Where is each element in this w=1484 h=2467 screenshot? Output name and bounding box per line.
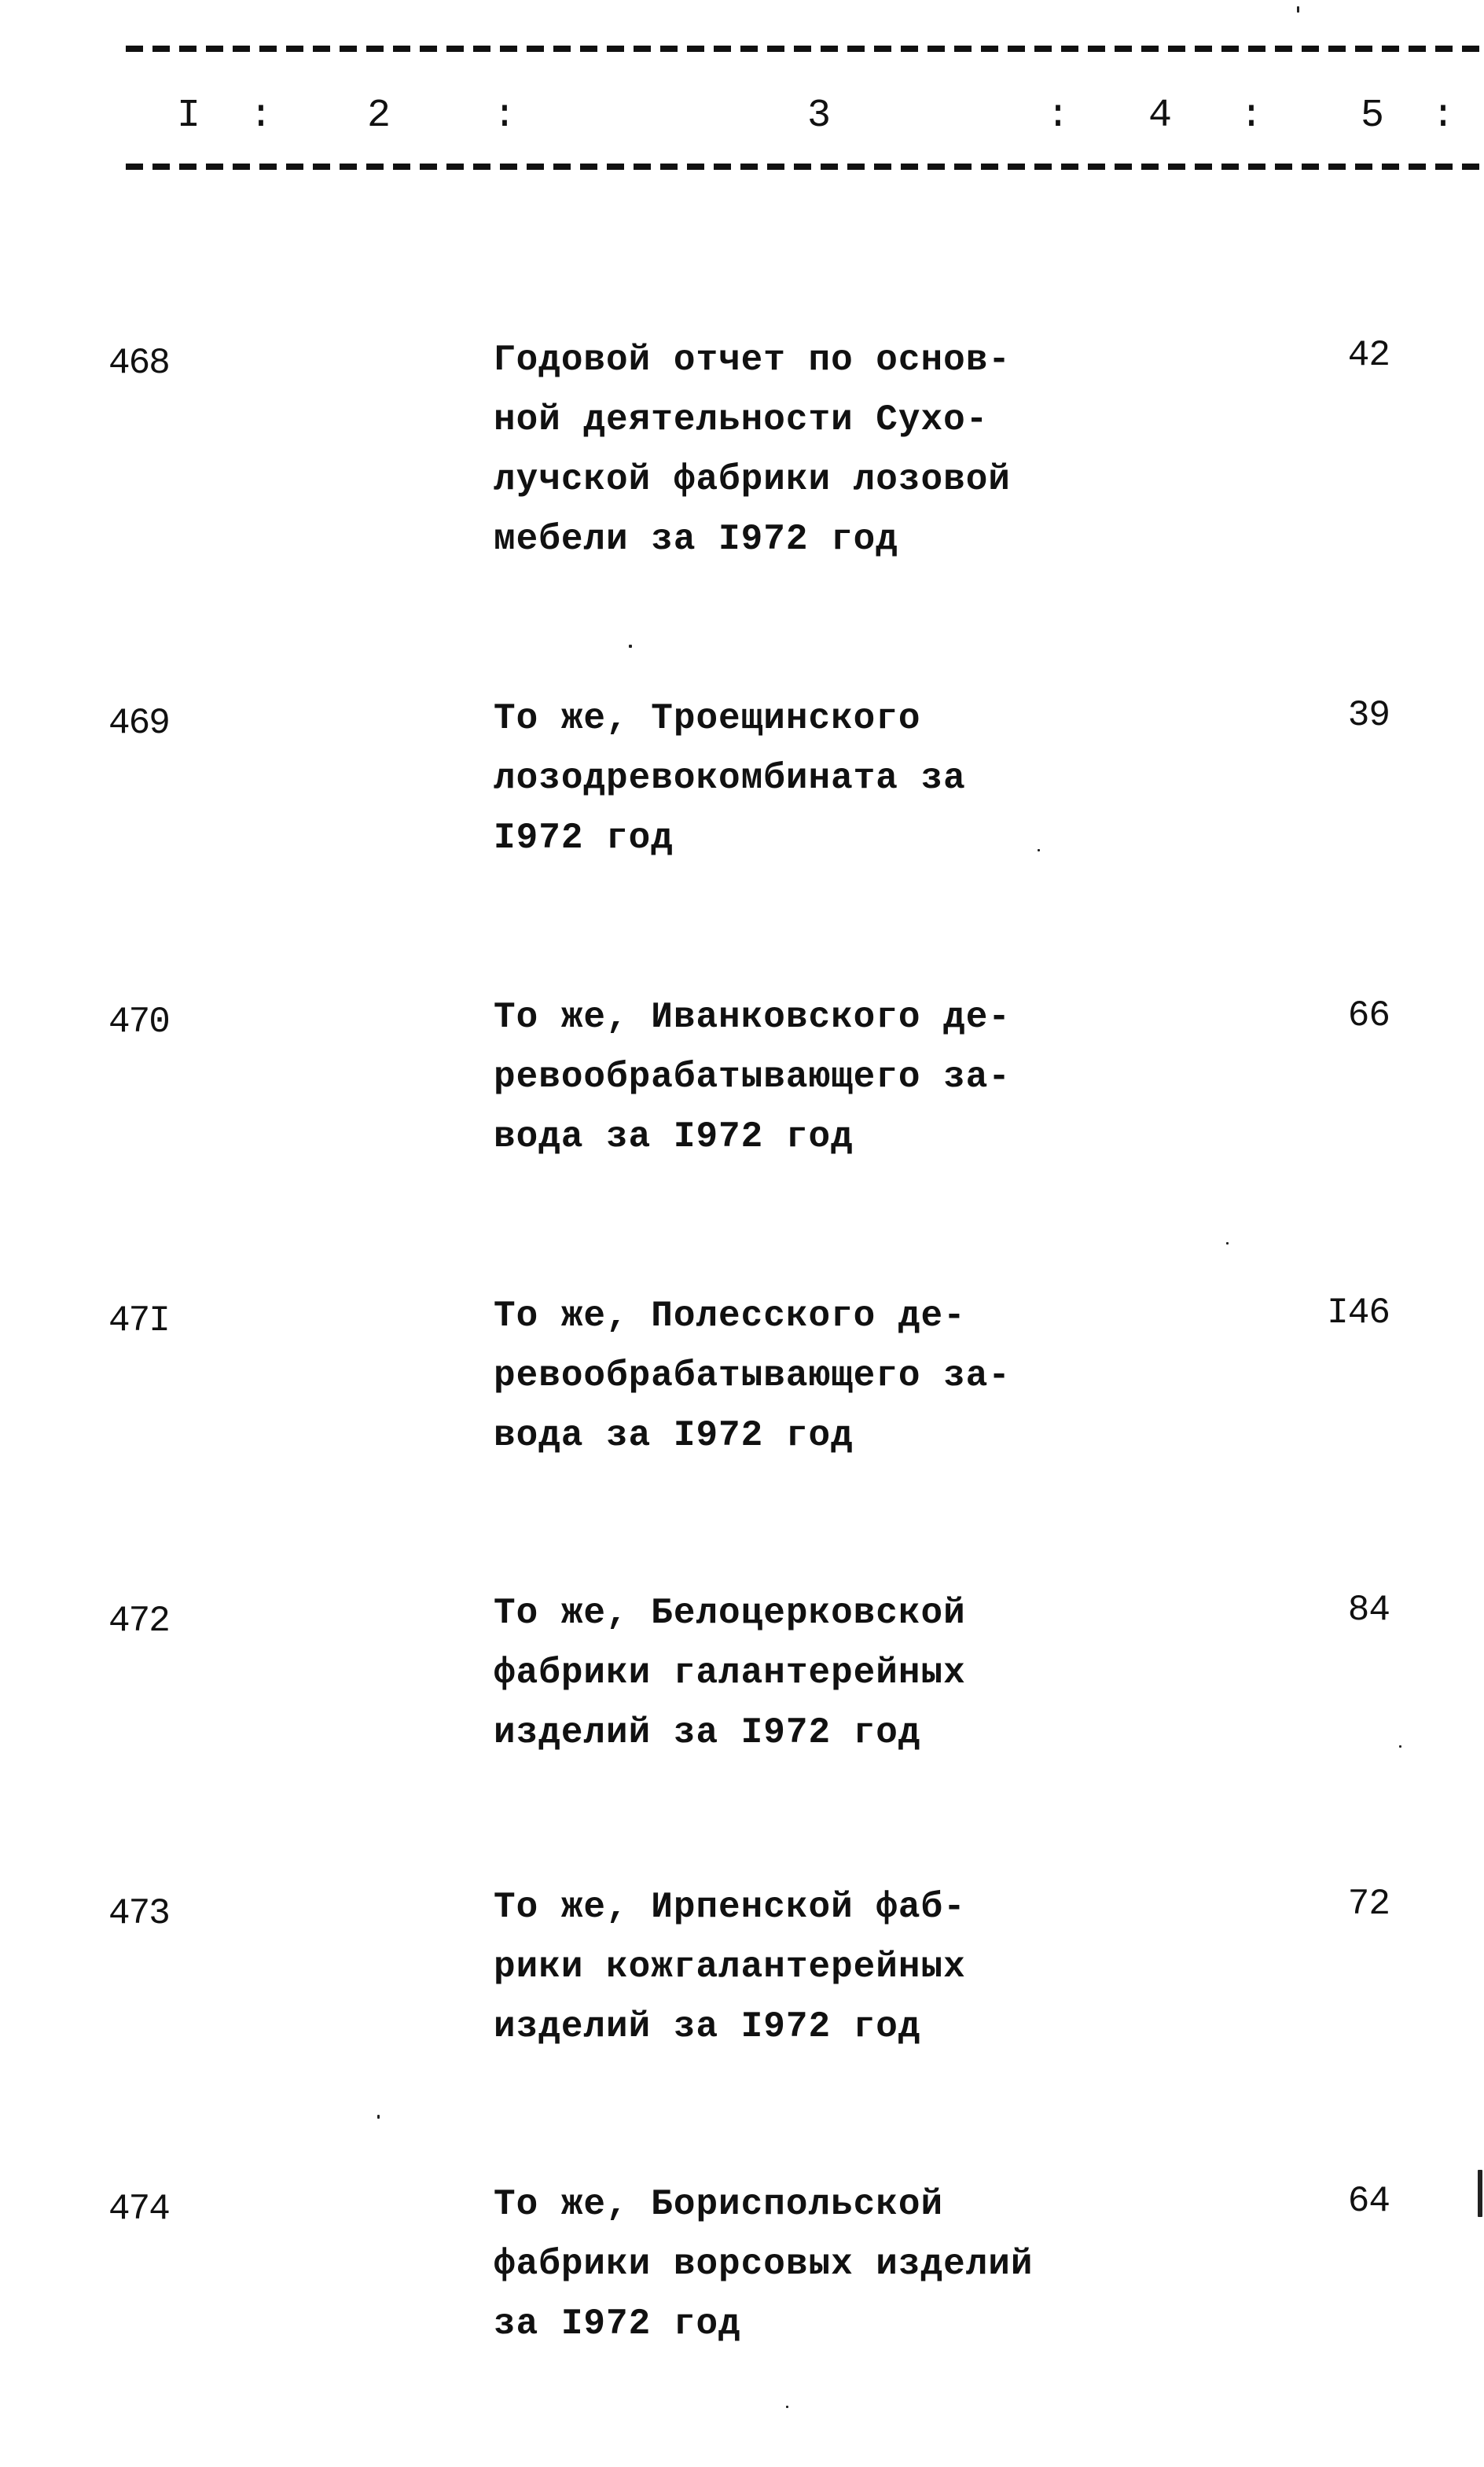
row-number: 472 xyxy=(108,1601,169,1642)
row-description: То же, Ирпенской фаб- рики кожгалантерейных изделий за I972 год xyxy=(494,1887,966,2047)
row-sheet-count: 39 xyxy=(1347,695,1390,736)
header-bottom-dashed-rule xyxy=(126,164,1484,170)
row-description: Годовой отчет по основ- ной деятельности Сухо- лучской фабрики лозовой мебели за I972 год xyxy=(494,340,1011,560)
header-column-2: 2 xyxy=(366,94,391,138)
header-separator: : xyxy=(492,94,517,138)
header-separator: : xyxy=(1045,94,1071,138)
header-separator: : xyxy=(1239,94,1264,138)
header-separator: : xyxy=(1431,94,1456,138)
row-description: То же, Белоцерковской фабрики галантерейных изделий за I972 год xyxy=(494,1593,966,1753)
header-column-5: 5 xyxy=(1360,94,1385,138)
row-sheet-count: 42 xyxy=(1347,335,1390,376)
row-number: 474 xyxy=(108,2189,169,2230)
row-number: 469 xyxy=(108,703,169,744)
row-description: То же, Троещинского лозодревокомбината за I972 год xyxy=(494,698,966,858)
row-sheet-count: 72 xyxy=(1347,1884,1390,1925)
row-sheet-count: 84 xyxy=(1347,1590,1390,1631)
row-description: То же, Иванковского де- ревообрабатывающего за- вода за I972 год xyxy=(494,997,1011,1157)
header-column-4: 4 xyxy=(1148,94,1173,138)
row-description: То же, Бориспольской фабрики ворсовых изделий за I972 год xyxy=(494,2184,1034,2344)
row-number: 473 xyxy=(108,1893,169,1934)
row-sheet-count: 66 xyxy=(1347,995,1390,1036)
header-separator: : xyxy=(248,94,274,138)
row-number: 468 xyxy=(108,343,169,384)
row-description: То же, Полесского де- ревообрабатывающего за- вода за I972 год xyxy=(494,1296,1011,1456)
row-sheet-count: I46 xyxy=(1327,1292,1390,1333)
row-number: 47I xyxy=(108,1300,169,1341)
header-column-1: I xyxy=(176,94,201,138)
row-sheet-count: 64 xyxy=(1347,2181,1390,2222)
header-column-3: 3 xyxy=(806,94,832,138)
header-top-dashed-rule xyxy=(126,46,1484,52)
row-number: 470 xyxy=(108,1002,169,1042)
